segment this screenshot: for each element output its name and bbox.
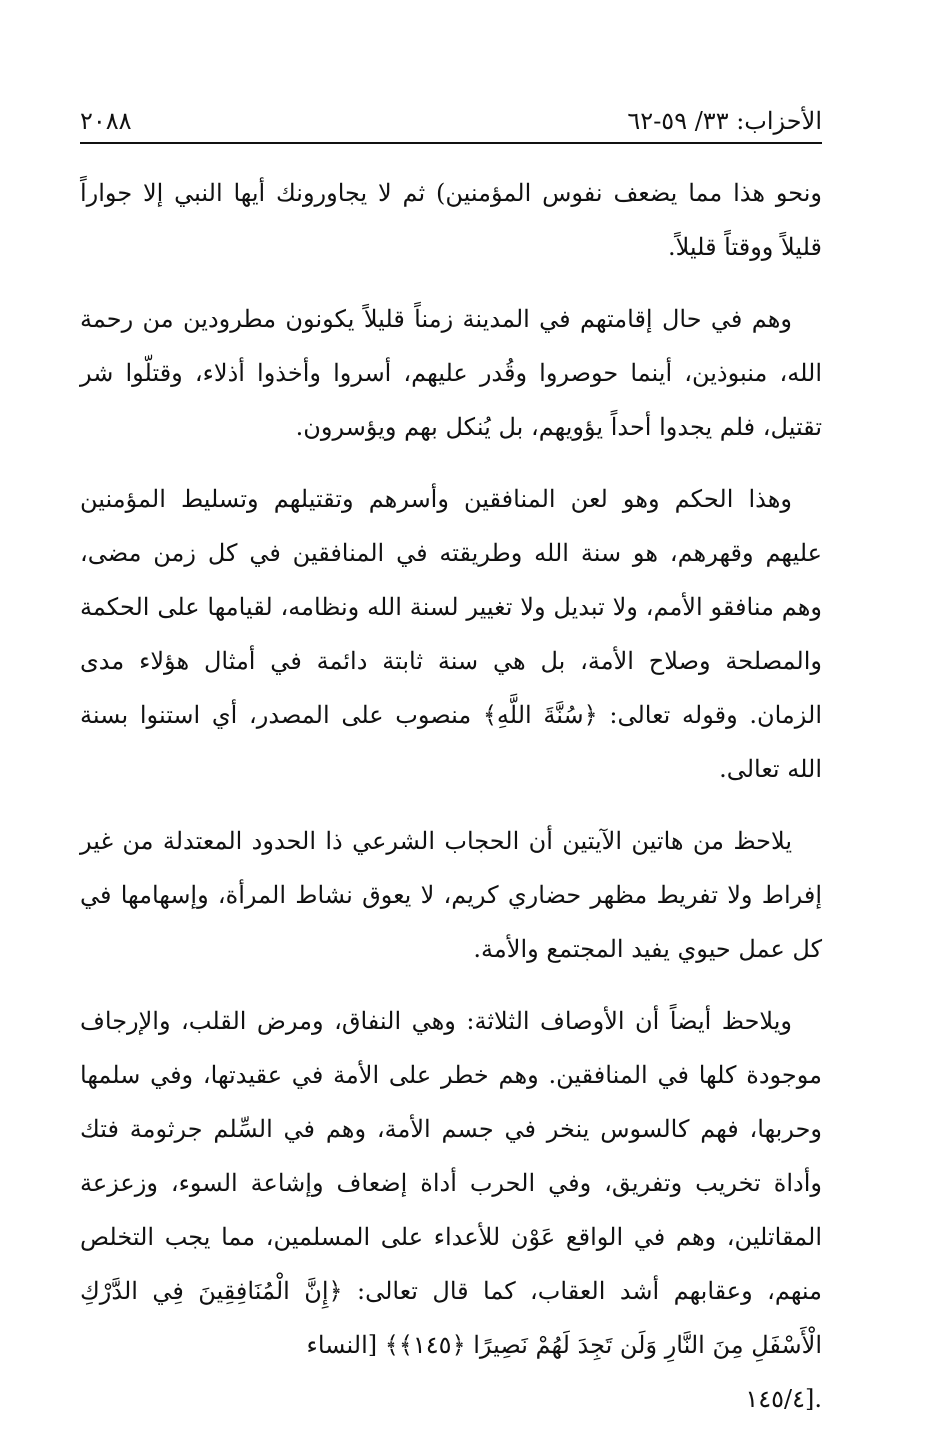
- surah-reference: الأحزاب: ٣٣/ ٥٩-٦٢: [627, 107, 822, 135]
- paragraph: ونحو هذا مما يضعف نفوس المؤمنين) ثم لا يجاورونك أيها النبي إلا جواراً قليلاً ووقتاً قليلاً.: [80, 179, 822, 261]
- header-divider: [80, 142, 822, 144]
- page-number: ٢٠٨٨: [80, 107, 132, 135]
- page-header: [80, 98, 822, 136]
- paragraph: [80, 994, 822, 1426]
- page-body: [80, 166, 822, 1444]
- paragraph: وهم في حال إقامتهم في المدينة زمناً قليلاً يكونون مطرودين من رحمة الله، منبوذين، أينما حوصروا وقُدر عليهم، أسروا وأخذوا أذلاء، وقتلّوا شر تقتيل، فلم يجدوا أحداً يؤويهم، بل يُنكل بهم ويؤسرون.: [80, 305, 822, 441]
- paragraph: يلاحظ من هاتين الآيتين أن الحجاب الشرعي ذا الحدود المعتدلة من غير إفراط ولا تفريط مظهر حضاري كريم، لا يعوق نشاط المرأة، وإسهامها في كل عمل حيوي يفيد المجتمع والأمة.: [80, 827, 822, 963]
- paragraph: وهذا الحكم وهو لعن المنافقين وأسرهم وتقتيلهم وتسليط المؤمنين عليهم وقهرهم، هو سنة الله وطريقته في المنافقين في كل زمن مضى، وهم منافقو الأمم، ولا تبديل ولا تغيير لسنة الله ونظامه، لقيامها على الحكمة والمصلحة وصلاح الأمة، بل هي سنة ثابتة دائمة في أمثال هؤلاء مدى الزمان. وقوله تعالى: ﴿سُنَّةَ اللَّهِ﴾ منصوب على المصدر، أي استنوا بسنة الله تعالى.: [80, 485, 822, 783]
- paragraph-text: ويلاحظ أيضاً أن الأوصاف الثلاثة: وهي النفاق، ومرض القلب، والإرجاف موجودة كلها في المنافقين. وهم خطر على الأمة في عقيدتها، وفي سلمها وحربها، فهم كالسوس ينخر في جسم الأمة، وهم في السِّلم جرثومة فتك وأداة تخريب وتفريق، وفي الحرب أداة إضعاف وإشاعة السوء، وزعزعة المقاتلين، وهم في الواقع عَوْن للأعداء على المسلمين، مما يجب التخلص منهم، وعقابهم أشد العقاب، كما قال تعالى: ﴿إِنَّ الْمُنَافِقِينَ فِي الدَّرْكِ الْأَسْفَلِ مِنَ النَّارِ وَلَن تَجِدَ لَهُمْ نَصِيرًا ﴿١٤٥﴾﴾ [النساء: [80, 1007, 822, 1359]
- verse-reference: .[١٤٥/٤: [745, 1385, 822, 1413]
